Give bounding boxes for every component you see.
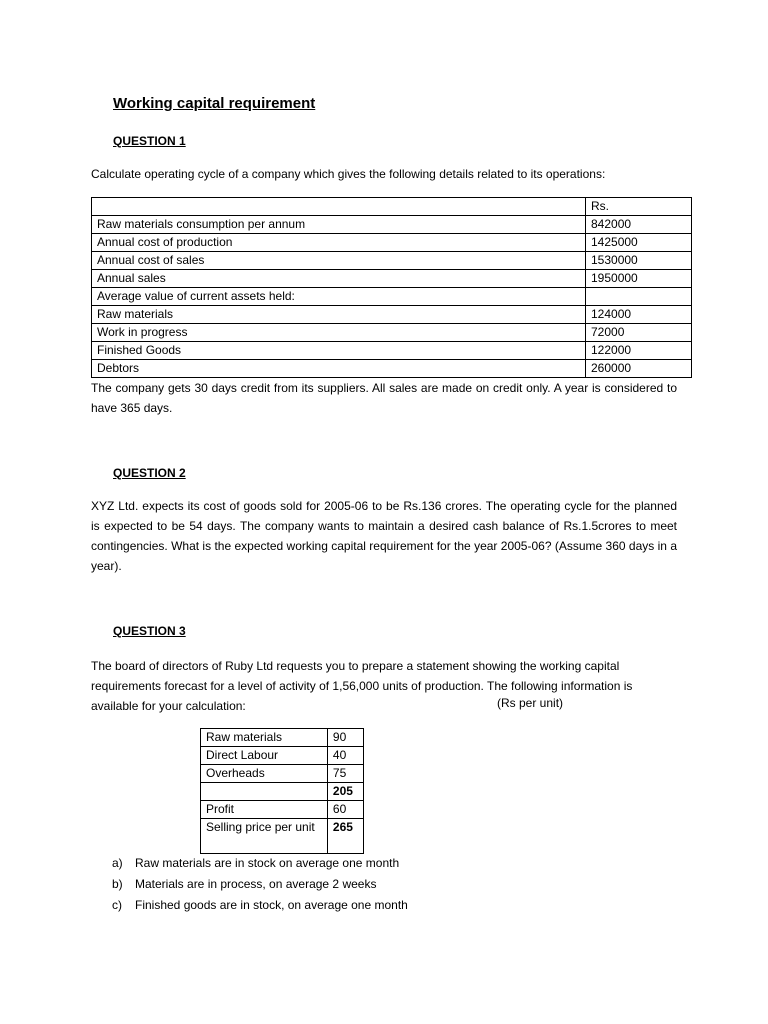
table-cell-value: 260000 [586,360,692,378]
table-cell-value: 1530000 [586,252,692,270]
question-2-text: XYZ Ltd. expects its cost of goods sold for 2005-06 to be Rs.136 crores. The operating cycle for the planned is expected to be 54 days. The company wants to maintain a desired cash balance of Rs.1.5crores to meet contingencies. What is the expected working capital requirement for the year 2005-06? (Assume 360 days in a year). [91,499,677,573]
operations-table [91,197,692,378]
cost-per-unit-table [200,728,364,854]
list-item [112,853,408,874]
table-row [92,360,692,378]
table-cell-label: Work in progress [92,324,586,342]
question-1-note: The company gets 30 days credit from its suppliers. All sales are made on credit only. A year is considered to have 365 days. [91,381,677,415]
list-item-text: Raw materials are in stock on average one month [135,856,400,870]
question-1-intro: Calculate operating cycle of a company which gives the following details related to its operations: [91,167,606,181]
table-cell-value: 842000 [586,216,692,234]
table-cell-value: 75 [327,765,363,783]
table-row [92,306,692,324]
table-header-row [92,198,692,216]
question-2-heading: QUESTION 2 [113,466,186,480]
table-cell-label: Raw materials [201,729,328,747]
table-cell-value: 265 [327,819,363,854]
table-cell-value: 1950000 [586,270,692,288]
table-row [201,729,364,747]
table-row [92,324,692,342]
table-cell-label: Selling price per unit [201,819,328,854]
table-cell-label: Profit [201,801,328,819]
list-item-text: Finished goods are in stock, on average one month [135,898,408,912]
table-row [92,342,692,360]
table-cell-label: Direct Labour [201,747,328,765]
table-row [92,234,692,252]
table-row [92,252,692,270]
table-row [201,819,364,854]
table-row [201,783,364,801]
table-cell-label: Annual cost of sales [92,252,586,270]
table-cell-value: 1425000 [586,234,692,252]
table-row [92,270,692,288]
table-cell-label: Average value of current assets held: [92,288,586,306]
unit-note: (Rs per unit) [497,696,564,710]
list-item [112,874,408,895]
page-title: Working capital requirement [113,95,316,112]
table-cell-label: Overheads [201,765,328,783]
table-cell-label: Annual cost of production [92,234,586,252]
table-row [201,801,364,819]
list-marker: a) [112,856,123,870]
table-cell-label: Raw materials [92,306,586,324]
question-3-heading: QUESTION 3 [113,624,186,638]
table-cell-value [586,288,692,306]
table-cell-value: 60 [327,801,363,819]
table-cell-value: 122000 [586,342,692,360]
table-cell-label: Annual sales [92,270,586,288]
table-cell-value: 40 [327,747,363,765]
table-cell-value: 90 [327,729,363,747]
assumption-list [112,853,408,916]
table-cell-label [201,783,328,801]
list-item-text: Materials are in process, on average 2 weeks [135,877,377,891]
table-cell-label: Finished Goods [92,342,586,360]
table-cell-label: Raw materials consumption per annum [92,216,586,234]
question-1-heading: QUESTION 1 [113,134,186,148]
table-row [201,747,364,765]
table-cell-value: 72000 [586,324,692,342]
table-header-cell [92,198,586,216]
list-marker: b) [112,877,123,891]
table-row [201,765,364,783]
table-row [92,216,692,234]
question-3-text: The board of directors of Ruby Ltd requests you to prepare a statement showing the working capital requirements forecast for a level of activity of 1,56,000 units of production. The following information is available for your calculation: [91,659,633,713]
table-cell-label: Debtors [92,360,586,378]
table-row [92,288,692,306]
table-cell-value: 124000 [586,306,692,324]
list-marker: c) [112,898,122,912]
table-cell-total: 205 [327,783,363,801]
table-header-cell: Rs. [586,198,692,216]
list-item [112,895,408,916]
